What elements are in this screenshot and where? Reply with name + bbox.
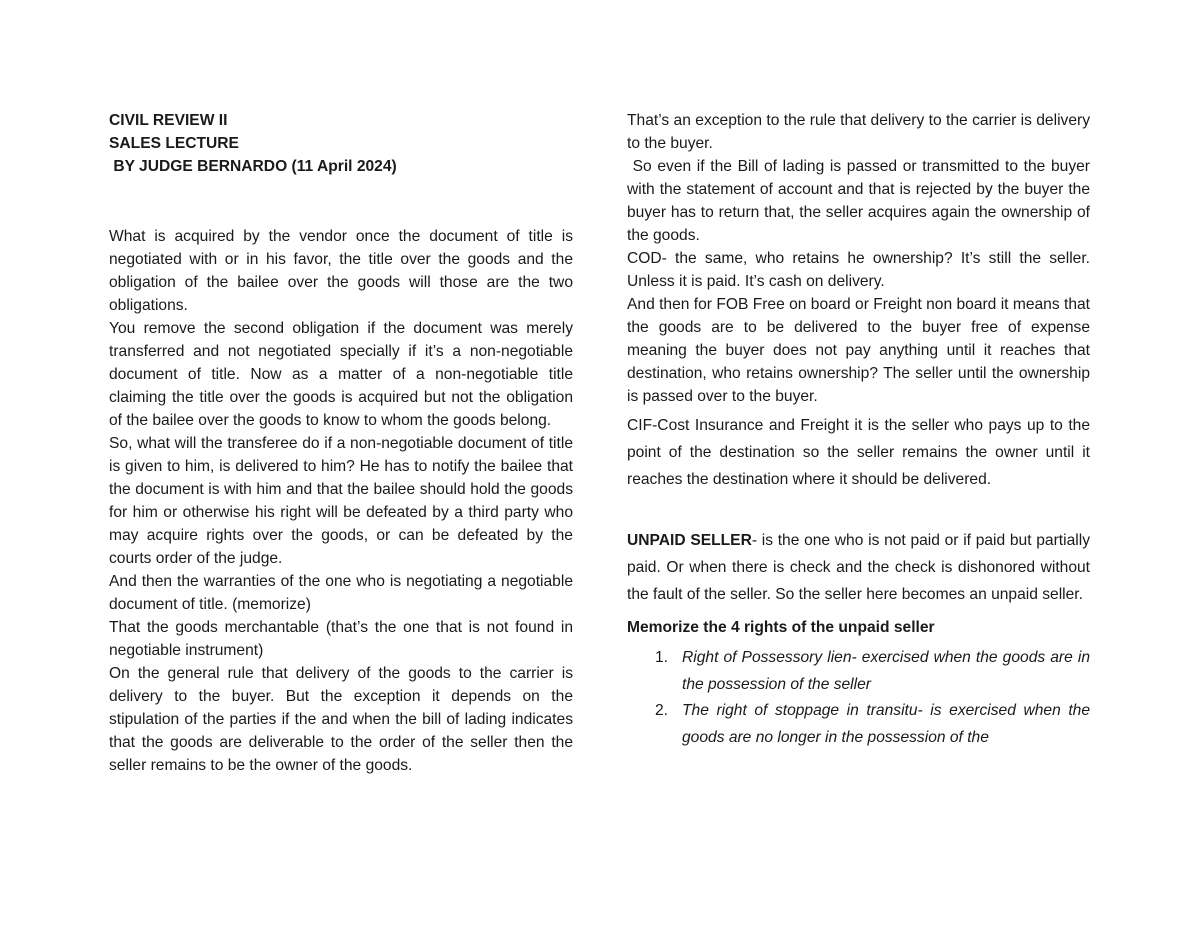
document-header [109,109,573,178]
paragraph: On the general rule that delivery of the goods to the carrier is delivery to the buyer. But the exception it depends on the stipulation of the parties if the and when the bill of lading indicates that the goods are deliverable to the order of the seller then the seller remains to be the owner of the goods. [109,665,573,774]
paragraph: COD- the same, who retains he ownership? It’s still the seller. Unless it is paid. It’s cash on delivery. [627,250,1090,290]
paragraph: And then the warranties of the one who is negotiating a negotiable document of title. (memorize) [109,573,573,613]
course-title: CIVIL REVIEW II [109,112,228,129]
unpaid-seller-definition [627,527,1090,608]
rights-list [627,645,1090,751]
paragraph: That the goods merchantable (that’s the one that is not found in negotiable instrument) [109,619,573,659]
paragraph: CIF-Cost Insurance and Freight it is the seller who pays up to the point of the destination so the seller remains the owner until it reaches the destination where it should be delivered. [627,417,1090,488]
paragraph: You remove the second obligation if the document was merely transferred and not negotiated specially if it’s a non-negotiable document of title. Now as a matter of a non-negotiable title claiming the title over the goods is acquired but not the obligation of the bailee over the goods to know to whom the goods belong. [109,320,573,429]
list-number: 1. [654,649,668,666]
paragraph: So even if the Bill of lading is passed or transmitted to the buyer with the statement of account and that is rejected by the buyer the buyer has to return that, the seller acquires again the ownership of the goods. [627,158,1095,244]
list-text: Right of Possessory lien- exercised when the goods are in the possession of the seller [682,649,1090,693]
unpaid-seller-term: UNPAID SELLER [627,532,752,549]
left-column [109,109,573,777]
memorize-heading: Memorize the 4 rights of the unpaid seller [627,619,935,636]
right-column [627,109,1095,751]
list-item [627,645,1090,698]
paragraph: So, what will the transferee do if a non-negotiable document of title is given to him, is delivered to him? He has to notify the bailee that the document is with him and that the bailee should hold the goods for him or otherwise his right will be defeated by a third party who may acquire rights over the goods, or can be defeated by the courts order of the judge. [109,435,573,567]
list-item [627,698,1090,751]
list-number: 2. [654,702,668,719]
unpaid-seller-text: - is the one who is not paid or if paid but partially paid. Or when there is check and the check is dishonored without the fault of the seller. So the seller here becomes an unpaid seller. [627,532,1090,603]
lecturer-date: BY JUDGE BERNARDO (11 April 2024) [109,158,397,175]
paragraph: That’s an exception to the rule that delivery to the carrier is delivery to the buyer. [627,112,1090,152]
lecture-title: SALES LECTURE [109,135,239,152]
paragraph: And then for FOB Free on board or Freight non board it means that the goods are to be delivered to the buyer free of expense meaning the buyer does not pay anything until it reaches that destination, who retains ownership? The seller until the ownership is passed over to the buyer. [627,296,1090,405]
paragraph: What is acquired by the vendor once the document of title is negotiated with or in his favor, the title over the goods and the obligation of the bailee over the goods will those are the two obligations. [109,228,573,314]
list-text: The right of stoppage in transitu- is exercised when the goods are no longer in the possession of the [682,702,1090,746]
